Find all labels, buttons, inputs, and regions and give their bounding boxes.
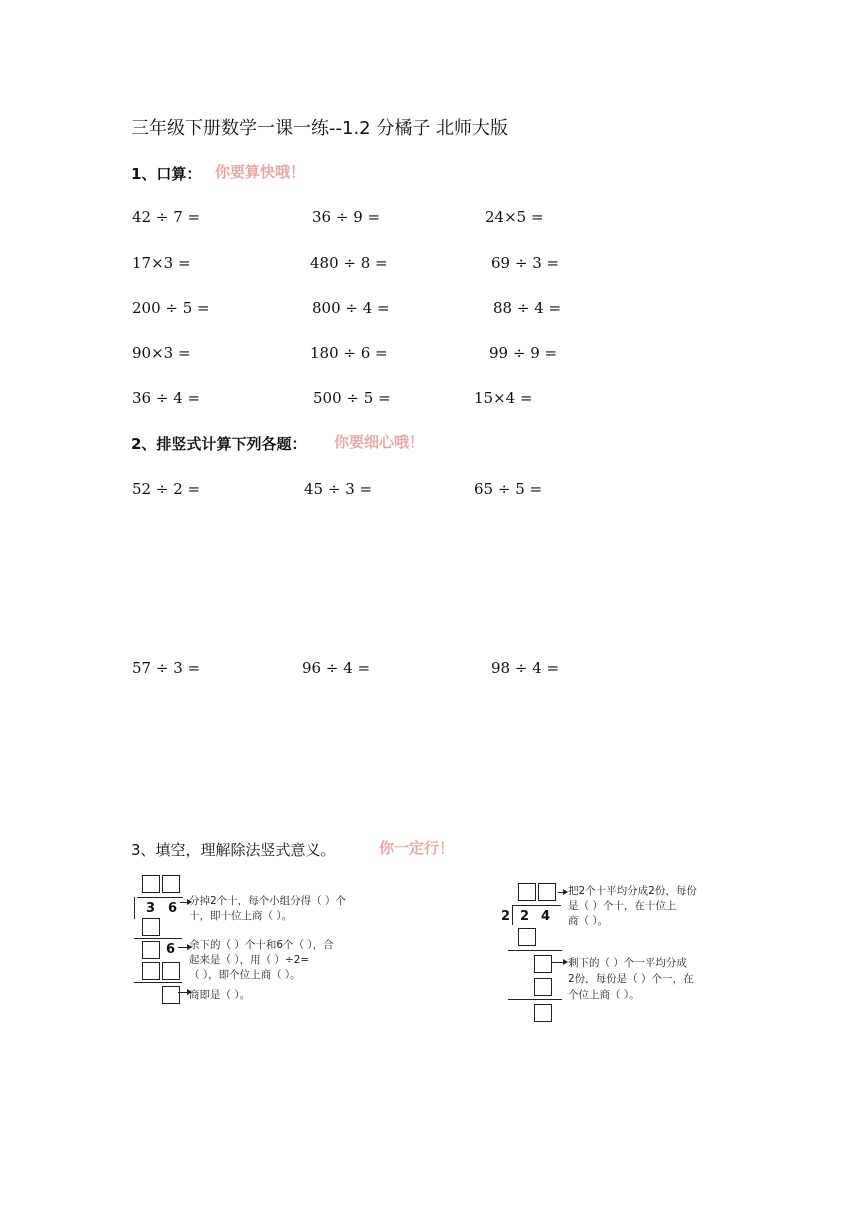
figure2-text-3: 商（ ）。 — [568, 915, 609, 927]
figure1-text-6: 商即是（ ）。 — [189, 989, 251, 1001]
oral-problem-10: 90×3 = — [132, 344, 191, 362]
oral-problem-3: 24×5 = — [485, 208, 544, 226]
oral-problem-15: 15×4 = — [474, 389, 533, 407]
page-title: 三年级下册数学一课一练--1.2 分橘子 北师大版 — [131, 118, 509, 139]
oral-problem-4: 17×3 = — [132, 254, 191, 272]
figure1-text-2: 十，即十位上商（ ）。 — [189, 910, 293, 922]
dividend2-digit-ones: 4 — [541, 909, 551, 924]
vertical-problem-1: 52 ÷ 2 = — [132, 480, 201, 498]
vertical-problem-5: 96 ÷ 4 = — [302, 659, 371, 677]
oral-problem-5: 480 ÷ 8 = — [310, 254, 388, 272]
figure2-text-4: 剩下的（ ）个一平均分成 — [568, 957, 687, 969]
oral-problem-8: 800 ÷ 4 = — [312, 299, 390, 317]
figure1-text-1: 分掉2个十，每个小组分得（ ）个 — [189, 895, 347, 907]
section3-heading: 3、填空，理解除法竖式意义。 — [131, 841, 336, 859]
vertical-problem-2: 45 ÷ 3 = — [304, 480, 373, 498]
section1-heading: 1、口算： — [131, 165, 202, 183]
figure2-text-6: 个位上商（ ）。 — [568, 989, 640, 1001]
divisor-digit: 2 — [501, 909, 511, 924]
oral-problem-14: 500 ÷ 5 = — [313, 389, 391, 407]
product2-tens-box[interactable] — [142, 962, 160, 980]
figure2-text-2: 是（ ）个十，在十位上 — [568, 900, 677, 912]
product-tens-box[interactable] — [142, 918, 160, 936]
product4-box[interactable] — [534, 978, 552, 996]
section3-note: 你一定行！ — [379, 839, 455, 857]
final-remainder-box[interactable] — [162, 986, 180, 1004]
oral-problem-6: 69 ÷ 3 = — [491, 254, 560, 272]
vertical-problem-4: 57 ÷ 3 = — [132, 659, 201, 677]
remainder-ones-digit: 6 — [166, 942, 176, 957]
dividend-digit-tens: 3 — [146, 901, 156, 916]
oral-problem-12: 99 ÷ 9 = — [489, 344, 558, 362]
section2-heading: 2、排竖式计算下列各题： — [131, 435, 307, 453]
figure2-text-1: 把2个十平均分成2份，每份 — [568, 885, 697, 897]
figure2-text-5: 2份，每份是（ ）个一，在 — [568, 973, 694, 985]
final-remainder2-box[interactable] — [534, 1004, 552, 1022]
figure1-text-3: 余下的（ ）个十和6个（ ），合 — [189, 939, 334, 951]
figure1-text-5: （ ），即个位上商（ ）。 — [189, 969, 301, 981]
oral-problem-11: 180 ÷ 6 = — [310, 344, 388, 362]
oral-problem-1: 42 ÷ 7 = — [132, 208, 201, 226]
vertical-problem-6: 98 ÷ 4 = — [491, 659, 560, 677]
oral-problem-13: 36 ÷ 4 = — [132, 389, 201, 407]
quotient2-ones-box[interactable] — [538, 883, 556, 901]
dividend2-digit-tens: 2 — [520, 909, 530, 924]
oral-problem-7: 200 ÷ 5 = — [132, 299, 210, 317]
remainder-tens-box[interactable] — [142, 941, 160, 959]
dividend-digit-ones: 6 — [168, 901, 178, 916]
quotient-ones-box[interactable] — [162, 875, 180, 893]
oral-problem-9: 88 ÷ 4 = — [493, 299, 562, 317]
vertical-problem-3: 65 ÷ 5 = — [474, 480, 543, 498]
product2-ones-box[interactable] — [162, 962, 180, 980]
figure1-text-4: 起来是（ ），用（ ）÷2= — [189, 954, 310, 966]
product3-tens-box[interactable] — [518, 928, 536, 946]
section2-note: 你要细心哦！ — [334, 433, 425, 451]
oral-problem-2: 36 ÷ 9 = — [312, 208, 381, 226]
quotient-tens-box[interactable] — [142, 875, 160, 893]
quotient2-tens-box[interactable] — [518, 883, 536, 901]
division-figure-right — [500, 880, 730, 1030]
section1-note: 你要算快哦！ — [215, 163, 306, 181]
remainder2-box[interactable] — [534, 955, 552, 973]
division-figure-left — [128, 872, 378, 1012]
